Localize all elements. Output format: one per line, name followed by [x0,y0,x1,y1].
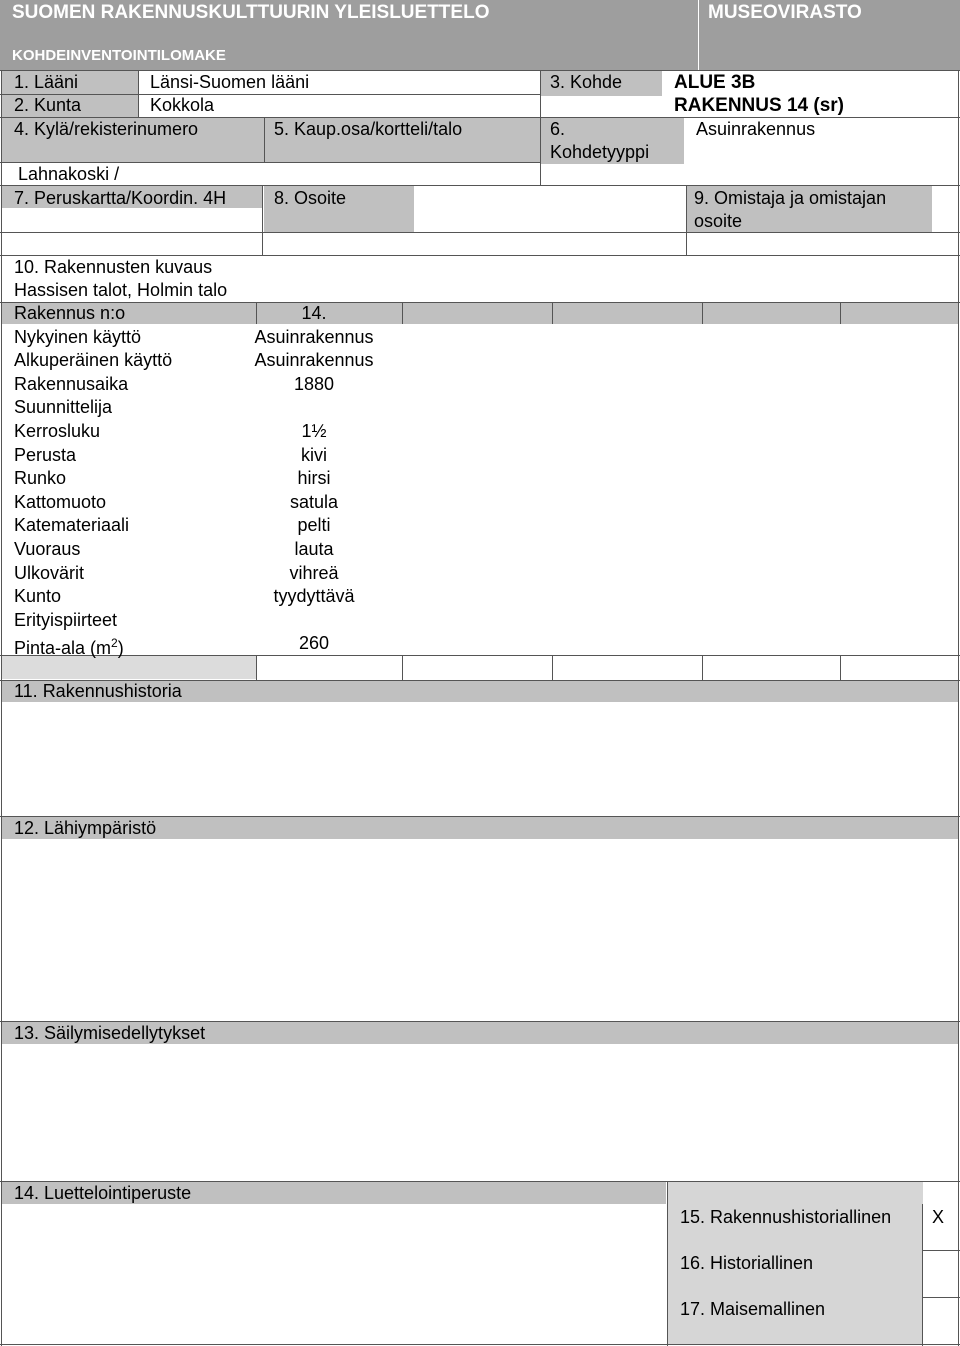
criteria-15-label: 15. Rakennushistoriallinen [680,1207,892,1227]
rule [138,70,139,118]
rule [256,655,257,680]
kyla-label: 4. Kylä/rekisterinumero [14,119,199,139]
registry-title: SUOMEN RAKENNUSKULTTUURIN YLEISLUETTELO [12,2,490,23]
kohde-value-line2: RAKENNUS 14 (sr) [674,95,844,116]
area-row-shade [2,656,256,679]
rule [702,655,703,680]
form-subtitle: KOHDEINVENTOINTILOMAKE [12,47,226,64]
kohde-value-line1: ALUE 3B [674,72,756,93]
property-label: Suunnittelija [14,397,113,417]
property-value: 1½ [301,421,327,441]
rule [540,70,541,185]
rule [0,1344,960,1345]
rule [0,117,960,118]
criteria-15-mark[interactable]: X [932,1207,945,1227]
property-label: Alkuperäinen käyttö [14,350,173,370]
rule [402,302,403,324]
omistaja-label-1: 9. Omistaja ja omistajan [694,188,887,208]
rule [686,185,687,255]
rule [702,302,703,324]
property-label: Kerrosluku [14,421,101,441]
property-label: Kattomuoto [14,492,107,512]
osoite-label: 8. Osoite [274,188,347,208]
peruskartta-label: 7. Peruskartta/Koordin. 4H [14,188,227,208]
kohde-label: 3. Kohde [550,72,623,92]
kunta-value: Kokkola [150,95,215,115]
rule [0,302,960,303]
area-label-close: ) [117,638,124,658]
rule [0,70,960,71]
tyyppi-label-2: Kohdetyyppi [550,142,650,162]
area-label-sup: 2 [111,636,118,650]
area-value: 260 [298,633,330,653]
property-value: lauta [294,539,334,559]
property-label: Vuoraus [14,539,81,559]
rule [0,655,960,656]
property-value: pelti [297,515,331,535]
criteria-16-label: 16. Historiallinen [680,1253,814,1273]
rule [402,655,403,680]
property-label: Perusta [14,445,77,465]
rule [552,302,553,324]
omistaja-label-2: osoite [694,211,743,231]
rule [262,185,263,255]
preservation-label: 13. Säilymisedellytykset [14,1023,206,1043]
rule [0,255,960,256]
rule [922,1204,923,1346]
kunta-label: 2. Kunta [14,95,82,115]
kyla-value: Lahnakoski / [18,164,120,184]
tyyppi-value: Asuinrakennus [696,119,816,139]
property-value: tyydyttävä [273,586,355,606]
property-label: Erityispiirteet [14,610,118,630]
rule [0,232,960,233]
property-label: Rakennusaika [14,374,129,394]
history-label: 11. Rakennushistoria [14,681,182,701]
property-label: Kunto [14,586,62,606]
property-value: 1880 [293,374,335,394]
building-row-shade [2,303,958,324]
property-value: vihreä [289,563,339,583]
property-value: satula [289,492,339,512]
property-value: kivi [301,445,327,465]
rule [958,70,959,1346]
property-label: Ulkovärit [14,563,85,583]
basis-label: 14. Luettelointiperuste [14,1183,192,1203]
description-value: Hassisen talot, Holmin talo [14,280,228,300]
laani-value: Länsi-Suomen lääni [150,72,310,92]
criteria-17-label: 17. Maisemallinen [680,1299,826,1319]
rule [0,185,960,186]
rule [922,1250,960,1251]
rule [840,655,841,680]
property-value: Asuinrakennus [254,350,374,370]
surroundings-label: 12. Lähiympäristö [14,818,157,838]
tyyppi-label-1: 6. [550,119,566,139]
rule [1,70,2,1346]
property-label: Rakennus n:o [14,303,126,323]
agency-name: MUSEOVIRASTO [708,2,862,23]
kaup-label: 5. Kaup.osa/kortteli/talo [274,119,463,139]
rule [264,117,265,162]
description-label: 10. Rakennusten kuvaus [14,257,213,277]
rule [840,302,841,324]
rule [667,1181,668,1346]
property-value: hirsi [297,468,331,488]
rule [922,1297,960,1298]
rule [552,655,553,680]
rule [0,162,540,163]
property-value: 14. [301,303,327,323]
header-divider [698,0,699,70]
property-label: Runko [14,468,67,488]
area-label [14,633,124,659]
property-value: Asuinrakennus [254,327,374,347]
property-label: Katemateriaali [14,515,130,535]
laani-label: 1. Lääni [14,72,79,92]
property-label: Nykyinen käyttö [14,327,142,347]
area-label-text: Pinta-ala (m [14,638,112,658]
rule [0,680,960,681]
